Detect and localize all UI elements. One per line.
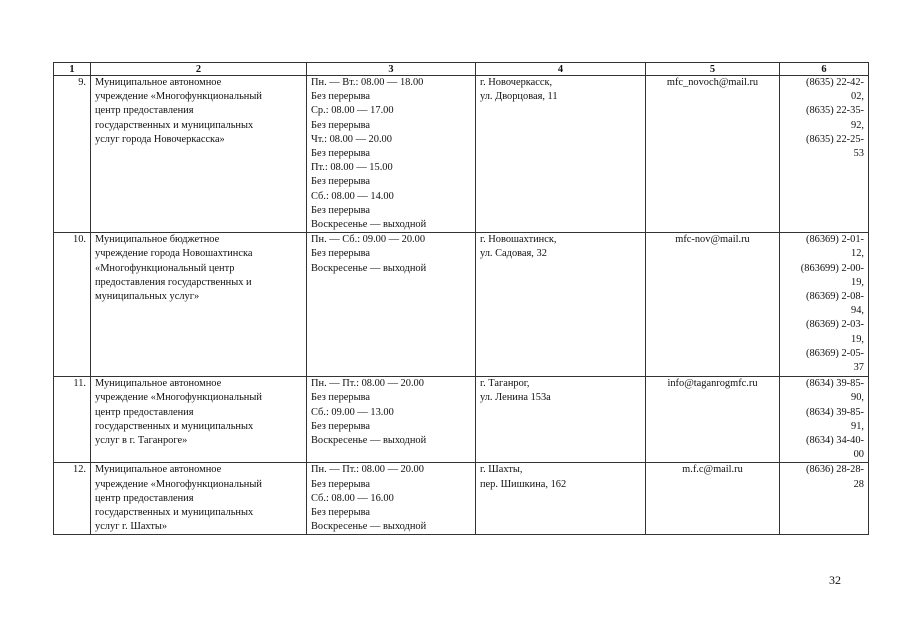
organization-name — [91, 233, 307, 377]
row-number: 9. — [54, 76, 91, 233]
working-hours — [307, 233, 476, 377]
phone-numbers-line: 37 — [853, 362, 864, 374]
working-hours — [307, 463, 476, 535]
organization-name-line: услуг города Новочеркасска» — [95, 133, 225, 145]
working-hours-line: Пн. — Сб.: 09.00 — 20.00 — [311, 234, 426, 246]
working-hours-line: Без перерыва — [311, 119, 370, 131]
working-hours-line: Сб.: 08.00 — 14.00 — [311, 190, 394, 202]
address — [476, 463, 646, 535]
phone-numbers-line: (8636) 28-28- — [805, 464, 864, 476]
address-line: ул. Дворцовая, 11 — [480, 91, 558, 103]
page-number: 32 — [829, 573, 841, 587]
address-line: пер. Шишкина, 162 — [480, 478, 567, 490]
organization-name-line: услуг в г. Таганроге» — [95, 435, 188, 447]
working-hours-line: Без перерыва — [311, 248, 370, 260]
organization-name-line: центр предоставления — [95, 105, 194, 117]
working-hours — [307, 377, 476, 463]
table-body — [54, 76, 869, 535]
row-number: 11. — [54, 377, 91, 463]
working-hours-line: Без перерыва — [311, 91, 370, 103]
phone-numbers — [780, 463, 869, 535]
phone-numbers-line: 28 — [853, 478, 864, 490]
email-address: mfc_novoch@mail.ru — [646, 76, 780, 233]
phone-numbers-line: (86369) 2-03- — [805, 319, 864, 331]
phone-numbers-line: (8634) 39-85- — [805, 378, 864, 390]
organization-name-line: «Многофункциональный центр — [95, 262, 235, 274]
organization-name-line: центр предоставления — [95, 492, 194, 504]
organization-name-line: Муниципальное бюджетное — [95, 234, 220, 246]
organization-name-line: услуг г. Шахты» — [95, 521, 168, 533]
organization-name-line: государственных и муниципальных — [95, 420, 254, 432]
address-line: г. Новочеркасск, — [480, 77, 553, 88]
phone-numbers-line: 91, — [851, 420, 864, 432]
phone-numbers-line: 90, — [851, 392, 864, 404]
phone-numbers-line: 94, — [851, 305, 864, 317]
working-hours-line: Воскресенье — выходной — [311, 262, 427, 274]
column-header: 4 — [476, 63, 646, 76]
address-line: ул. Ленина 153а — [480, 392, 551, 404]
row-number: 12. — [54, 463, 91, 535]
working-hours-line: Без перерыва — [311, 176, 370, 188]
header-row — [54, 63, 869, 76]
phone-numbers-line: (86369) 2-05- — [805, 347, 864, 359]
column-header: 1 — [54, 63, 91, 76]
table-row — [54, 233, 869, 377]
address-line: ул. Садовая, 32 — [480, 248, 547, 260]
phone-numbers-line: 19, — [851, 276, 864, 288]
working-hours-line: Пт.: 08.00 — 15.00 — [311, 162, 393, 174]
mfc-table — [53, 62, 869, 535]
phone-numbers-line: (8635) 22-35- — [805, 105, 864, 117]
working-hours-line: Без перерыва — [311, 148, 370, 160]
organization-name-line: центр предоставления — [95, 406, 194, 418]
phone-numbers-line: 02, — [851, 91, 864, 103]
phone-numbers — [780, 377, 869, 463]
organization-name-line: государственных и муниципальных — [95, 119, 254, 131]
phone-numbers-line: (86369) 2-01- — [805, 234, 864, 246]
table-row — [54, 76, 869, 233]
working-hours-line: Без перерыва — [311, 204, 370, 216]
working-hours-line: Пн. — Пт.: 08.00 — 20.00 — [311, 378, 424, 390]
working-hours — [307, 76, 476, 233]
organization-name-line: муниципальных услуг» — [95, 291, 200, 303]
phone-numbers-line: 19, — [851, 333, 864, 345]
organization-name-line: учреждение «Многофункциональный — [95, 91, 262, 103]
organization-name — [91, 463, 307, 535]
organization-name — [91, 76, 307, 233]
organization-name — [91, 377, 307, 463]
row-number: 10. — [54, 233, 91, 377]
organization-name-line: Муниципальное автономное — [95, 378, 222, 390]
phone-numbers — [780, 76, 869, 233]
column-header: 5 — [646, 63, 780, 76]
phone-numbers-line: (8634) 34-40- — [805, 435, 864, 447]
phone-numbers-line: (8635) 22-25- — [805, 133, 864, 145]
phone-numbers-line: 00 — [853, 449, 864, 461]
table-row — [54, 377, 869, 463]
email-address: info@taganrogmfc.ru — [646, 377, 780, 463]
phone-numbers-line: (863699) 2-00- — [800, 262, 864, 274]
phone-numbers-line: 92, — [851, 119, 864, 131]
phone-numbers-line: (8635) 22-42- — [805, 77, 864, 88]
email-address: m.f.c@mail.ru — [646, 463, 780, 535]
working-hours-line: Пн. — Пт.: 08.00 — 20.00 — [311, 464, 424, 476]
working-hours-line: Сб.: 09.00 — 13.00 — [311, 406, 394, 418]
organization-name-line: учреждение «Многофункциональный — [95, 392, 262, 404]
column-header: 2 — [91, 63, 307, 76]
phone-numbers-line: 12, — [851, 248, 864, 260]
working-hours-line: Без перерыва — [311, 420, 370, 432]
phone-numbers-line: (8634) 39-85- — [805, 406, 864, 418]
organization-name-line: учреждение города Новошахтинска — [95, 248, 253, 260]
email-address: mfc-nov@mail.ru — [646, 233, 780, 377]
organization-name-line: Муниципальное автономное — [95, 464, 222, 476]
working-hours-line: Сб.: 08.00 — 16.00 — [311, 492, 394, 504]
address — [476, 76, 646, 233]
working-hours-line: Чт.: 08.00 — 20.00 — [311, 133, 392, 145]
working-hours-line: Ср.: 08.00 — 17.00 — [311, 105, 394, 117]
address — [476, 377, 646, 463]
working-hours-line: Без перерыва — [311, 392, 370, 404]
table-row — [54, 463, 869, 535]
working-hours-line: Пн. — Вт.: 08.00 — 18.00 — [311, 77, 424, 88]
working-hours-line: Воскресенье — выходной — [311, 521, 427, 533]
working-hours-line: Без перерыва — [311, 478, 370, 490]
address — [476, 233, 646, 377]
organization-name-line: Муниципальное автономное — [95, 77, 222, 88]
address-line: г. Новошахтинск, — [480, 234, 557, 246]
working-hours-line: Воскресенье — выходной — [311, 435, 427, 447]
organization-name-line: учреждение «Многофункциональный — [95, 478, 262, 490]
address-line: г. Таганрог, — [480, 378, 530, 390]
address-line: г. Шахты, — [480, 464, 523, 476]
phone-numbers-line: 53 — [853, 148, 864, 160]
working-hours-line: Без перерыва — [311, 507, 370, 519]
working-hours-line: Воскресенье — выходной — [311, 219, 427, 231]
column-header: 3 — [307, 63, 476, 76]
phone-numbers-line: (86369) 2-08- — [805, 291, 864, 303]
organization-name-line: государственных и муниципальных — [95, 507, 254, 519]
phone-numbers — [780, 233, 869, 377]
organization-name-line: предоставления государственных и — [95, 276, 252, 288]
column-header: 6 — [780, 63, 869, 76]
